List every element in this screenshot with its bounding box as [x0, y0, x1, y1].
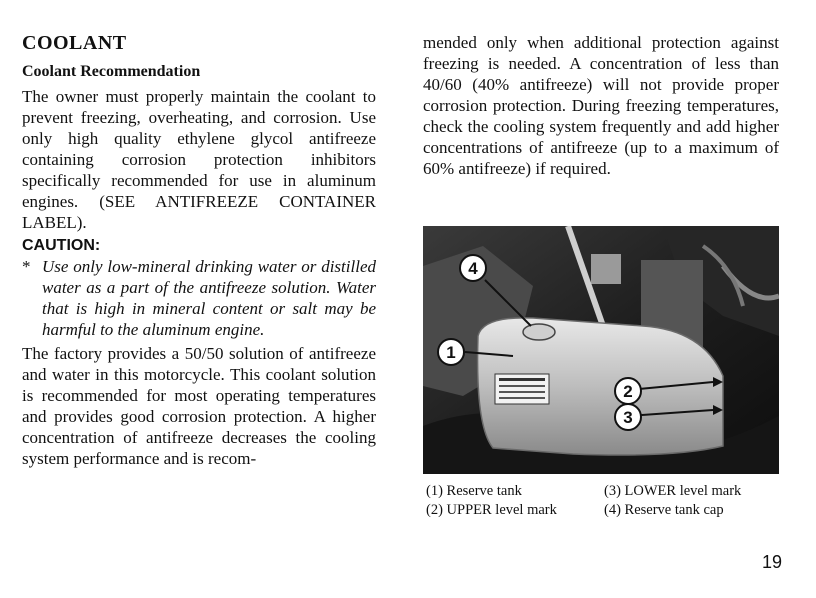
section-title: COOLANT	[22, 32, 127, 54]
section-subtitle: Coolant Recommendation	[22, 63, 201, 80]
callout-3-label: 3	[623, 408, 633, 427]
reserve-tank-photo	[423, 226, 779, 474]
caption-row	[426, 501, 786, 520]
reserve-tank-cap	[523, 324, 555, 340]
caption-reserve-tank-cap: (4) Reserve tank cap	[604, 502, 724, 518]
callout-2	[615, 378, 641, 404]
caption-lower-level-mark: (3) LOWER level mark	[604, 483, 742, 499]
caption-upper-level-mark: (2) UPPER level mark	[426, 502, 557, 518]
caution-marker: *	[22, 257, 31, 276]
tank-label-line	[499, 391, 545, 393]
callout-1	[438, 339, 464, 365]
caution-heading: CAUTION:	[22, 237, 101, 254]
connector-shape	[591, 254, 621, 284]
paragraph-intro: The owner must properly maintain the coolant to prevent freezing, overheating, and corrosion. Use only high quality ethylene glycol antifreeze containing corrosion protection inhibitors specifically recommended for use in aluminum engines. (SEE ANTIFREEZE CONTAINER LABEL).	[22, 87, 376, 232]
photo-captions	[426, 482, 786, 520]
caution-text: Use only low-mineral drinking water or distilled water as a part of the antifreeze solution. Water that is high in mineral content or salt may be harmful to the aluminum engine.	[42, 257, 376, 339]
callout-3	[615, 404, 641, 430]
caution-note	[22, 256, 376, 340]
callout-4-label: 4	[468, 259, 478, 278]
paragraph-factory: The factory provides a 50/50 solution of antifreeze and water in this motorcycle. This coolant solution is recommended for most operating temperatures and provides good corrosion protection. A higher concentration of antifreeze decreases the cooling system performance and is recom-	[22, 344, 376, 468]
page-number: 19	[761, 552, 782, 572]
caption-reserve-tank: (1) Reserve tank	[426, 483, 522, 499]
caption-row	[426, 482, 786, 501]
callout-1-label: 1	[446, 343, 456, 362]
paragraph-continued: mended only when additional protection against freezing is needed. A concentration of less than 40/60 (40% antifreeze) will not provide proper corrosion protection. During freezing temperatures, check the cooling system frequently and add higher concentrations of antifreeze (up to a maximum of 60% antifreeze) if required.	[423, 33, 779, 178]
tank-label-line	[499, 385, 545, 387]
tank-label-line	[499, 378, 545, 381]
callout-2-label: 2	[623, 382, 633, 401]
tank-label-line	[499, 397, 545, 399]
callout-4	[460, 255, 486, 281]
left-column	[22, 32, 376, 469]
photo-illustration	[423, 226, 779, 474]
right-column	[423, 32, 779, 179]
